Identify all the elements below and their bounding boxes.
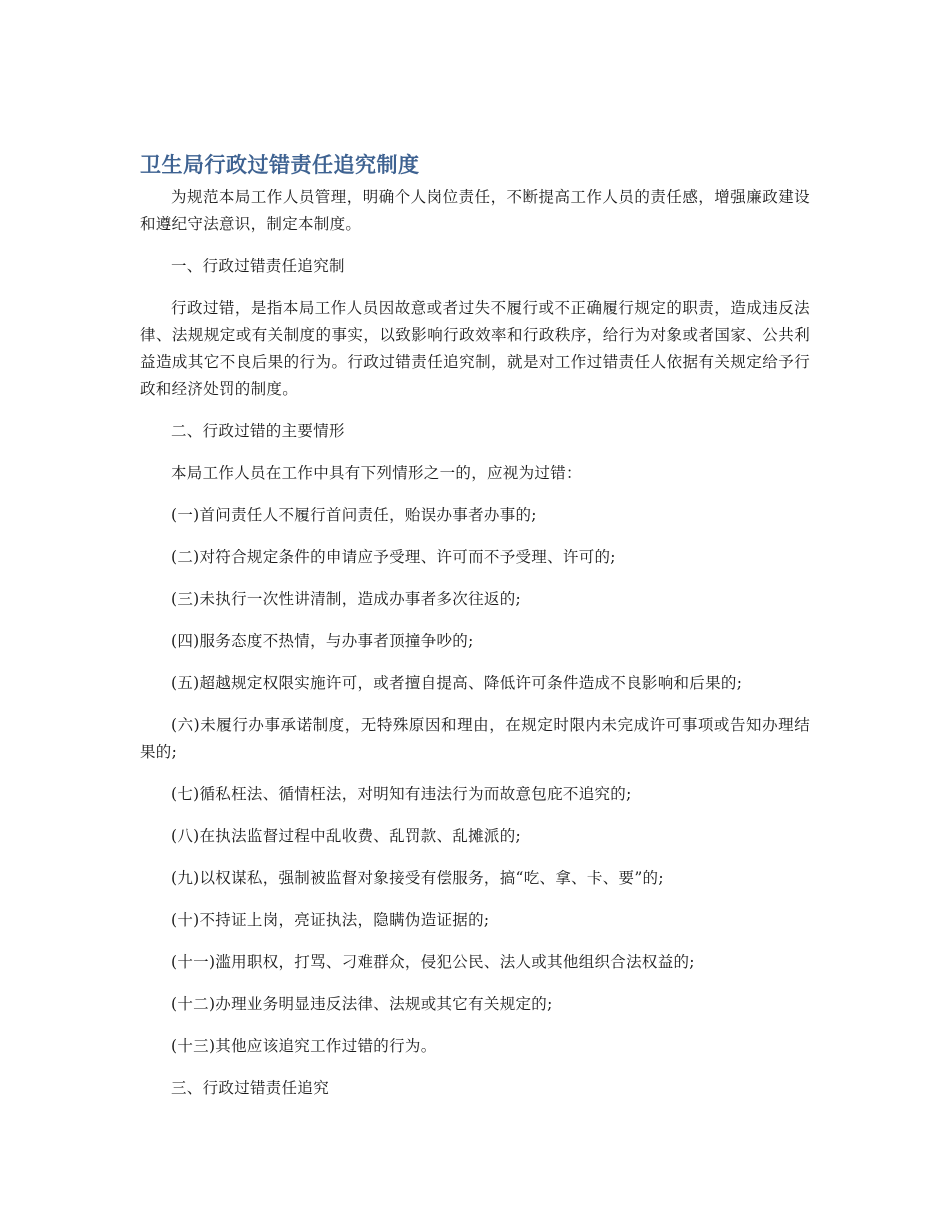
list-item-2: (二)对符合规定条件的申请应予受理、许可而不予受理、许可的; bbox=[171, 548, 616, 566]
list-item-3: (三)未执行一次性讲清制，造成办事者多次往返的; bbox=[171, 590, 522, 608]
section-heading-2: 二、行政过错的主要情形 bbox=[171, 422, 345, 440]
list-item-11: (十一)滥用职权，打骂、刁难群众，侵犯公民、法人或其他组织合法权益的; bbox=[171, 953, 695, 971]
list-item-10: (十)不持证上岗，亮证执法，隐瞒伪造证据的; bbox=[171, 911, 490, 929]
list-item-8: (八)在执法监督过程中乱收费、乱罚款、乱摊派的; bbox=[171, 827, 522, 845]
section-heading-3: 三、行政过错责任追究 bbox=[171, 1079, 330, 1097]
intro-paragraph: 为规范本局工作人员管理，明确个人岗位责任，不断提高工作人员的责任感，增强廉政建设和遵纪守法意识，制定本制度。 bbox=[140, 188, 810, 233]
list-item-5: (五)超越规定权限实施许可，或者擅自提高、降低许可条件造成不良影响和后果的; bbox=[171, 674, 743, 692]
list-item-13: (十三)其他应该追究工作过错的行为。 bbox=[171, 1037, 437, 1055]
list-item-12: (十二)办理业务明显违反法律、法规或其它有关规定的; bbox=[171, 995, 553, 1013]
document-title: 卫生局行政过错责任追究制度 bbox=[140, 153, 420, 177]
definition-paragraph: 行政过错，是指本局工作人员因故意或者过失不履行或不正确履行规定的职责，造成违反法律、法规规定或有关制度的事实，以致影响行政效率和行政秩序，给行为对象或者国家、公共利益造成其它不良后果的行为。行政过错责任追究制，就是对工作过错责任人依据有关规定给予行政和经济处罚的制度。 bbox=[140, 299, 810, 398]
list-item-1: (一)首问责任人不履行首问责任，贻误办事者办事的; bbox=[171, 506, 537, 524]
section-heading-1: 一、行政过错责任追究制 bbox=[171, 257, 345, 275]
list-item-9: (九)以权谋私，强制被监督对象接受有偿服务，搞“吃、拿、卡、要”的; bbox=[171, 869, 664, 887]
list-item-7: (七)循私枉法、循情枉法，对明知有违法行为而故意包庇不追究的; bbox=[171, 785, 632, 803]
list-item-6: (六)未履行办事承诺制度，无特殊原因和理由，在规定时限内未完成许可事项或告知办理结果的; bbox=[140, 716, 810, 761]
list-intro-paragraph: 本局工作人员在工作中具有下列情形之一的，应视为过错： bbox=[171, 464, 582, 482]
list-item-4: (四)服务态度不热情，与办事者顶撞争吵的; bbox=[171, 632, 474, 650]
